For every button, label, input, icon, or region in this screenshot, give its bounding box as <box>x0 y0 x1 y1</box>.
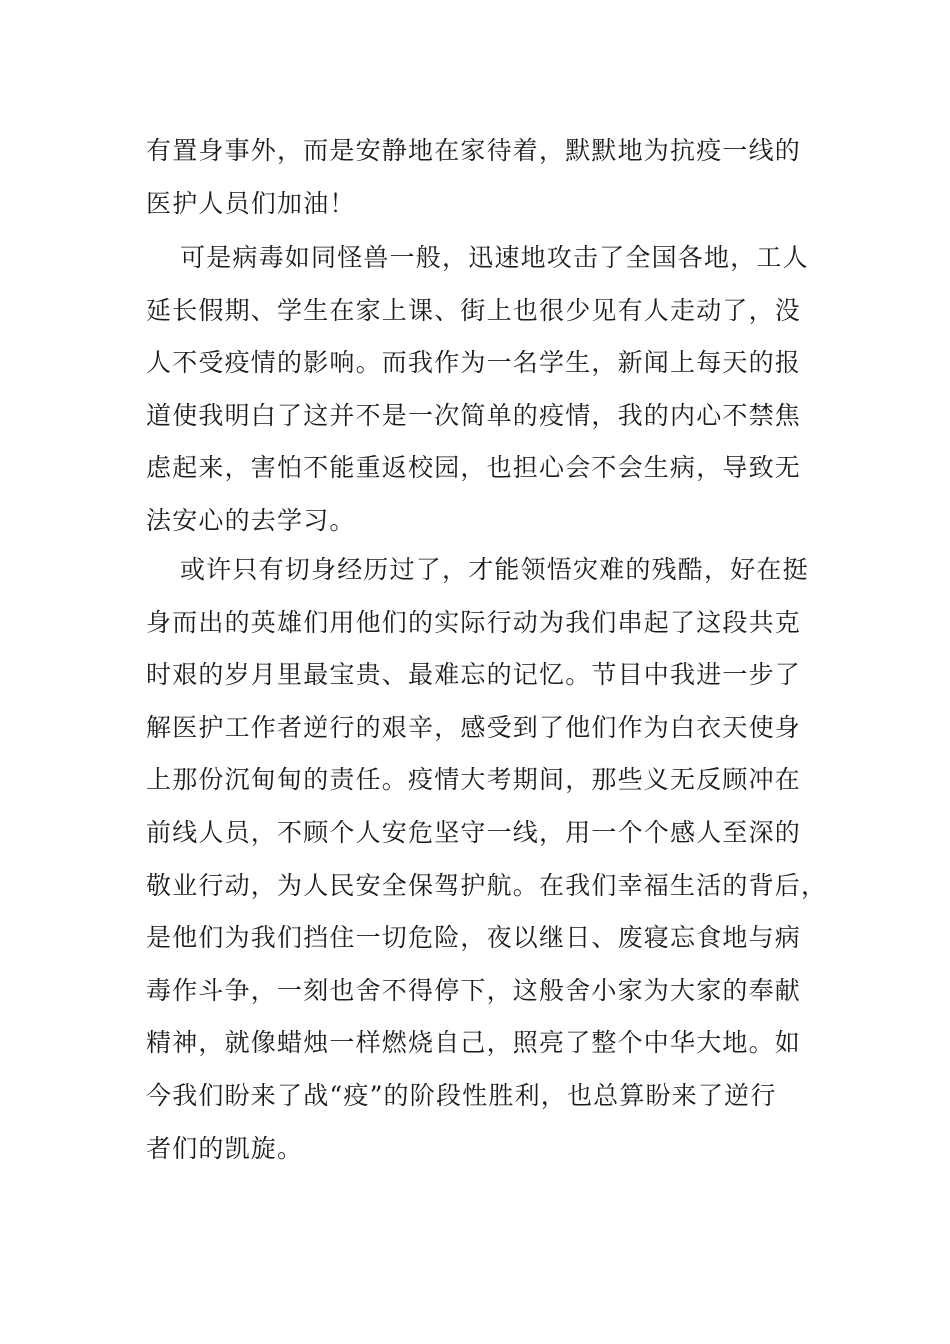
text-line: 可是病毒如同怪兽一般，迅速地攻击了全国各地，工人 <box>180 243 809 272</box>
text-line: 有置身事外，而是安静地在家待着，默默地为抗疫一线的 <box>146 136 802 165</box>
text-line: 法安心的去学习。 <box>146 505 356 535</box>
text-line: 毒作斗争，一刻也舍不得停下，这般舍小家为大家的奉献 <box>146 975 802 1005</box>
paragraph-3 <box>146 544 828 1175</box>
text-line: 或许只有切身经历过了，才能领悟灾难的残酷，好在挺 <box>180 555 809 584</box>
text-line: 时艰的岁月里最宝贵、最难忘的记忆。节目中我进一步了 <box>146 660 802 690</box>
text-line: 延长假期、学生在家上课、街上也很少见有人走动了，没 <box>146 295 802 325</box>
paragraph-1 <box>146 125 806 230</box>
text-line: 今我们盼来了战“疫”的阶段性胜利，也总算盼来了逆行 <box>146 1080 777 1110</box>
text-line: 身而出的英雄们用他们的实际行动为我们串起了这段共克 <box>146 607 802 637</box>
text-line: 是他们为我们挡住一切危险，夜以继日、废寝忘食地与病 <box>146 923 802 953</box>
text-line: 人不受疫情的影响。而我作为一名学生，新闻上每天的报 <box>146 348 802 378</box>
text-line: 虑起来，害怕不能重返校园，也担心会不会生病，导致无 <box>146 453 802 483</box>
text-line: 精神，就像蜡烛一样燃烧自己，照亮了整个中华大地。如 <box>146 1028 802 1058</box>
text-line: 前线人员，不顾个人安危坚守一线，用一个个感人至深的 <box>146 817 802 847</box>
text-line: 解医护工作者逆行的艰辛，感受到了他们作为白衣天使身 <box>146 712 802 742</box>
text-line: 上那份沉甸甸的责任。疫情大考期间，那些义无反顾冲在 <box>146 765 802 795</box>
text-line: 者们的凯旋。 <box>146 1133 304 1163</box>
paragraph-2 <box>146 232 809 548</box>
text-line: 敬业行动，为人民安全保驾护航。在我们幸福生活的背后， <box>146 870 828 900</box>
text-line: 医护人员们加油！ <box>146 188 356 218</box>
text-line: 道使我明白了这并不是一次简单的疫情，我的内心不禁焦 <box>146 400 802 430</box>
